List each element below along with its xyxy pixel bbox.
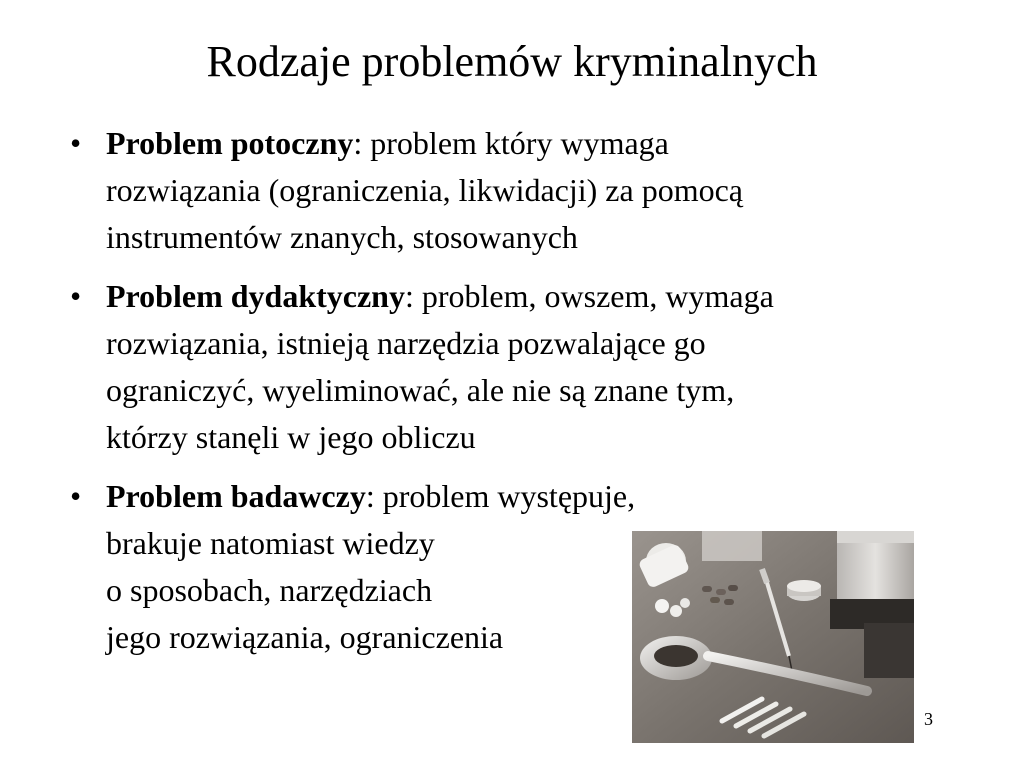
page-number: 3 (924, 709, 933, 729)
bullet-line: jego rozwiązania, ograniczenia (106, 619, 504, 655)
bullet-text-badawczy (106, 473, 635, 661)
bullet-line: rozwiązania (ograniczenia, likwidacji) za pomocą (106, 172, 743, 208)
term-potoczny: Problem potoczny (106, 125, 354, 161)
term-badawczy: Problem badawczy (106, 478, 366, 514)
bullet-line (106, 473, 635, 520)
bullet-marker: • (70, 125, 82, 161)
definition-text: : problem który wymaga (353, 125, 669, 161)
bullet-line: ograniczyć, wyeliminować, ale nie są znane tym, (106, 372, 735, 408)
bullet-text-potoczny (106, 120, 743, 261)
bullet-line: brakuje natomiast wiedzy (106, 525, 435, 561)
bullet-line: o sposobach, narzędziach (106, 572, 433, 608)
bullet-line: instrumentów znanych, stosowanych (106, 219, 578, 255)
bullet-marker: • (70, 478, 82, 514)
definition-text: : problem występuje, (365, 478, 636, 514)
bullet-line: rozwiązania, istnieją narzędzia pozwalające go (106, 325, 706, 361)
drugs-photo (632, 531, 914, 743)
bullet-line (106, 273, 774, 320)
drugs-photo-illustration (632, 531, 914, 743)
bullet-text-dydaktyczny (106, 273, 774, 461)
slide-title: Rodzaje problemów kryminalnych (206, 37, 818, 86)
bullet-line: którzy stanęli w jego obliczu (106, 419, 476, 455)
bullet-marker: • (70, 278, 82, 314)
term-dydaktyczny: Problem dydaktyczny (106, 278, 405, 314)
bullet-line (106, 120, 743, 167)
definition-text: : problem, owszem, wymaga (404, 278, 774, 314)
